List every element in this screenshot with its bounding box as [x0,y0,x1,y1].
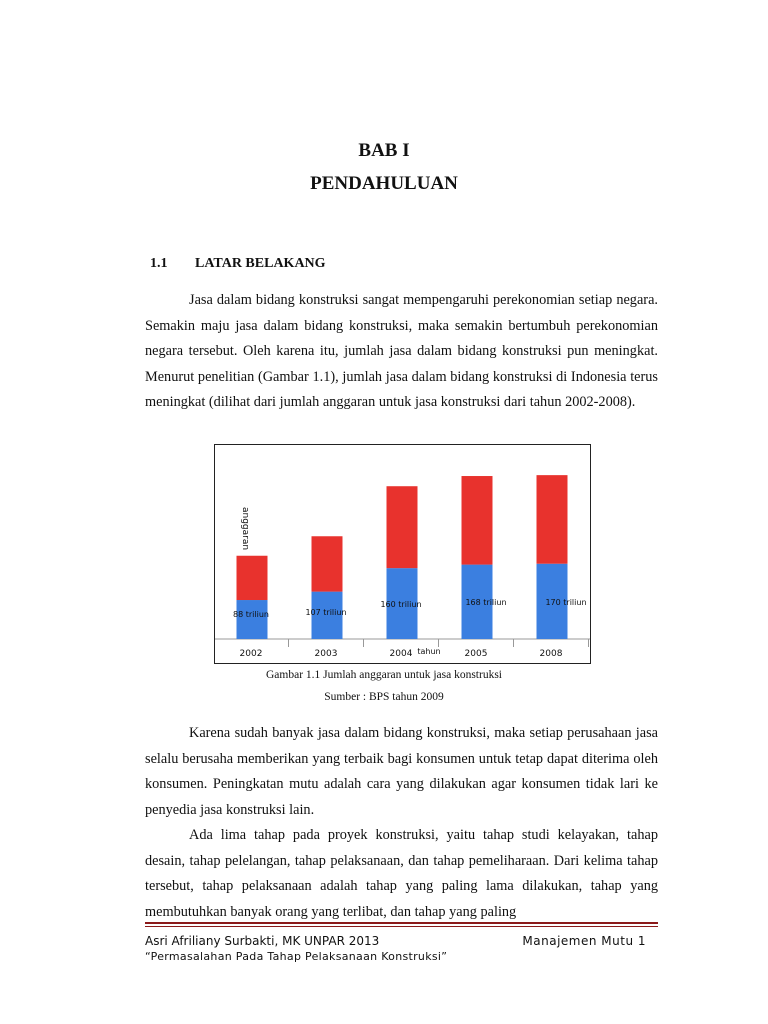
footer-rule-thin [145,926,658,927]
bar-2005-series-1 [462,476,493,565]
x-axis-label: tahun [417,647,441,656]
y-axis-label: anggaran [240,507,250,551]
paragraph-1-text: Jasa dalam bidang konstruksi sangat mempengaruhi perekonomian setiap negara. Semakin maju jasa dalam bidang konstruksi, maka semakin bertumbuh perekonomian negara tersebut. Oleh karena itu, jumlah jasa dalam bidang konstruksi pun meningkat. Menurut penelitian (Gambar 1.1), jumlah jasa dalam bidang konstruksi di Indonesia terus meningkat (dilihat dari jumlah anggaran untuk jasa konstruksi dari tahun 2002-2008). [145,292,658,410]
figure-source: Sumber : BPS tahun 2009 [324,691,444,703]
value-label-2003: 107 triliun [305,608,347,617]
x-tick-label-2002: 2002 [239,649,263,659]
x-tick-label-2008: 2008 [539,649,563,659]
x-tick-label-2004: 2004 [389,649,413,659]
paragraph-2 [145,721,658,823]
figure-caption: Gambar 1.1 Jumlah anggaran untuk jasa konstruksi [265,669,503,681]
footer-line [145,934,658,948]
paragraph-1 [145,288,658,416]
value-label-2005: 168 triliun [465,598,507,607]
x-tick-label-2005: 2005 [464,649,488,659]
bar-2004-series-1 [387,486,418,568]
bar-2003-series-1 [312,536,343,591]
bar-2002-series-0 [237,600,268,639]
footer-author: Asri Afriliany Surbakti, MK UNPAR 2013 [145,934,380,948]
value-label-2004: 160 triliun [380,600,422,609]
value-label-2002: 88 triliun [233,610,269,619]
x-tick-label-2003: 2003 [314,649,338,659]
paragraph-3 [145,823,658,925]
footer-subtitle: “Permasalahan Pada Tahap Pelaksanaan Konstruksi” [145,950,448,963]
section-heading [150,256,326,272]
footer-course-page: Manajemen Mutu 1 [522,934,646,948]
section-title: LATAR BELAKANG [195,256,326,271]
paragraph-2-text: Karena sudah banyak jasa dalam bidang konstruksi, maka setiap perusahaan jasa selalu berusaha memberikan yang terbaik bagi konsumen untuk tetap dapat diterima oleh konsumen. Peningkatan mutu adalah cara yang dilakukan agar konsumen tidak lari ke penyedia jasa konstruksi lain. [145,725,658,818]
paragraph-3-text: Ada lima tahap pada proyek konstruksi, yaitu tahap studi kelayakan, tahap desain, tahap pelelangan, tahap pelaksanaan, dan tahap pemeliharaan. Dari kelima tahap tersebut, tahap pelaksanaan adalah tahap yang paling lama dilakukan, tahap yang membutuhkan banyak orang yang terlibat, dan tahap yang paling [145,827,658,920]
chapter-title: PENDAHULUAN [310,173,458,194]
chapter-number: BAB I [358,140,410,161]
bar-2002-series-1 [237,556,268,600]
footer-rule-thick [145,922,658,924]
budget-chart [214,444,591,664]
bar-2008-series-1 [537,475,568,564]
section-number: 1.1 [150,256,168,271]
value-label-2008: 170 triliun [545,598,587,607]
budget-chart-svg [215,445,590,663]
